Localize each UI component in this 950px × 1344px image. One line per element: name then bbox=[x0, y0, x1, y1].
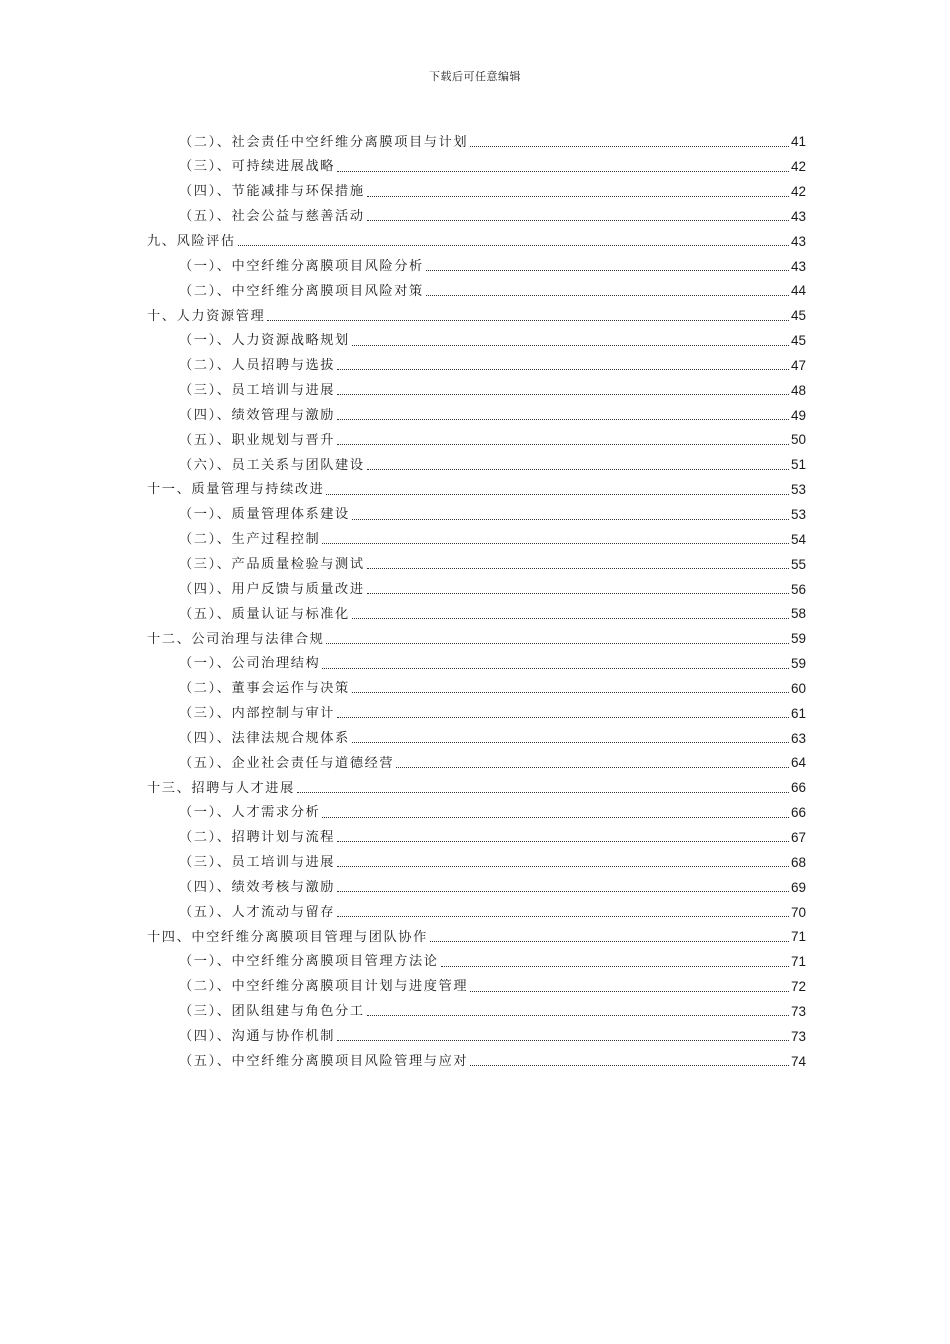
toc-entry-title: （二）、人员招聘与选拔 bbox=[179, 358, 336, 374]
toc-page-number: 59 bbox=[790, 631, 806, 647]
toc-entry-title: （二）、生产过程控制 bbox=[179, 532, 321, 548]
toc-entry-title: （五）、质量认证与标准化 bbox=[179, 606, 350, 622]
toc-dot-leader bbox=[322, 543, 789, 544]
toc-entry-title: （一）、质量管理体系建设 bbox=[179, 507, 350, 523]
toc-dot-leader bbox=[337, 171, 789, 172]
toc-entry-title: 十一、质量管理与持续改进 bbox=[147, 482, 325, 498]
toc-section-entry[interactable] bbox=[147, 176, 806, 201]
toc-section-entry[interactable] bbox=[147, 499, 806, 524]
toc-dot-leader bbox=[238, 245, 789, 246]
toc-page-number: 42 bbox=[790, 184, 806, 200]
toc-entry-title: （四）、节能减排与环保措施 bbox=[179, 184, 365, 200]
toc-dot-leader bbox=[337, 866, 789, 867]
toc-section-entry[interactable] bbox=[147, 424, 806, 449]
toc-dot-leader bbox=[426, 295, 789, 296]
toc-section-entry[interactable] bbox=[147, 697, 806, 722]
toc-dot-leader bbox=[396, 767, 789, 768]
toc-dot-leader bbox=[337, 841, 789, 842]
toc-section-entry[interactable] bbox=[147, 573, 806, 598]
toc-entry-title: （二）、社会责任中空纤维分离膜项目与计划 bbox=[179, 134, 469, 150]
toc-section-entry[interactable] bbox=[147, 747, 806, 772]
toc-entry-title: （五）、中空纤维分离膜项目风险管理与应对 bbox=[179, 1053, 469, 1069]
toc-page-number: 66 bbox=[790, 780, 806, 796]
toc-dot-leader bbox=[337, 394, 789, 395]
toc-section-entry[interactable] bbox=[147, 374, 806, 399]
toc-entry-title: （四）、绩效管理与激励 bbox=[179, 407, 336, 423]
toc-page-number: 74 bbox=[790, 1053, 806, 1069]
toc-section-entry[interactable] bbox=[147, 1045, 806, 1070]
toc-page-number: 54 bbox=[790, 531, 806, 547]
toc-dot-leader bbox=[352, 519, 789, 520]
toc-dot-leader bbox=[367, 196, 789, 197]
toc-section-entry[interactable] bbox=[147, 201, 806, 226]
toc-page-number: 49 bbox=[790, 407, 806, 423]
toc-section-entry[interactable] bbox=[147, 846, 806, 871]
toc-dot-leader bbox=[337, 916, 789, 917]
toc-section-entry[interactable] bbox=[147, 673, 806, 698]
toc-entry-title: （一）、中空纤维分离膜项目风险分析 bbox=[179, 258, 424, 274]
toc-entry-title: 九、风险评估 bbox=[147, 234, 236, 250]
toc-page-number: 66 bbox=[790, 805, 806, 821]
toc-page-number: 53 bbox=[790, 507, 806, 522]
toc-dot-leader bbox=[326, 643, 789, 644]
toc-page-number: 41 bbox=[790, 134, 806, 150]
toc-entry-title: （二）、中空纤维分离膜项目风险对策 bbox=[179, 283, 424, 299]
toc-page-number: 51 bbox=[790, 457, 806, 473]
toc-dot-leader bbox=[352, 742, 789, 743]
toc-section-entry[interactable] bbox=[147, 126, 806, 151]
toc-dot-leader bbox=[337, 444, 789, 445]
toc-section-entry[interactable] bbox=[147, 325, 806, 350]
toc-entry-title: （五）、人才流动与留存 bbox=[179, 904, 336, 920]
toc-page-number: 55 bbox=[790, 556, 806, 572]
toc-section-entry[interactable] bbox=[147, 524, 806, 549]
toc-dot-leader bbox=[470, 1065, 789, 1066]
toc-chapter-entry[interactable] bbox=[147, 921, 806, 946]
toc-page-number: 47 bbox=[790, 357, 806, 373]
toc-chapter-entry[interactable] bbox=[147, 225, 806, 250]
toc-entry-title: （一）、人力资源战略规划 bbox=[179, 333, 350, 349]
toc-section-entry[interactable] bbox=[147, 946, 806, 971]
toc-entry-title: （六）、员工关系与团队建设 bbox=[179, 457, 365, 473]
toc-entry-title: （三）、团队组建与角色分工 bbox=[179, 1004, 365, 1020]
toc-page-number: 64 bbox=[790, 755, 806, 771]
toc-dot-leader bbox=[337, 717, 789, 718]
toc-entry-title: 十三、招聘与人才进展 bbox=[147, 780, 295, 796]
toc-page-number: 48 bbox=[790, 382, 806, 398]
toc-section-entry[interactable] bbox=[147, 548, 806, 573]
toc-dot-leader bbox=[267, 320, 789, 321]
toc-dot-leader bbox=[337, 891, 789, 892]
toc-dot-leader bbox=[326, 494, 789, 495]
toc-section-entry[interactable] bbox=[147, 1020, 806, 1045]
toc-page-number: 59 bbox=[790, 656, 806, 672]
toc-page-number: 43 bbox=[790, 258, 806, 274]
toc-dot-leader bbox=[367, 469, 789, 470]
toc-page-number: 70 bbox=[790, 904, 806, 920]
toc-page-number: 73 bbox=[790, 1028, 806, 1044]
toc-page-number: 61 bbox=[790, 705, 806, 721]
toc-section-entry[interactable] bbox=[147, 896, 806, 921]
toc-entry-title: （一）、公司治理结构 bbox=[179, 656, 321, 672]
toc-page-number: 58 bbox=[790, 606, 806, 622]
toc-section-entry[interactable] bbox=[147, 797, 806, 822]
page-header: 下载后可任意编辑 bbox=[429, 70, 521, 83]
toc-entry-title: （三）、可持续进展战略 bbox=[179, 159, 336, 175]
toc-page-number: 45 bbox=[790, 308, 806, 324]
toc-entry-title: （四）、绩效考核与激励 bbox=[179, 879, 336, 895]
toc-dot-leader bbox=[470, 991, 789, 992]
toc-entry-title: （二）、招聘计划与流程 bbox=[179, 830, 336, 846]
table-of-contents bbox=[147, 126, 806, 1070]
toc-dot-leader bbox=[337, 369, 789, 370]
toc-dot-leader bbox=[352, 345, 789, 346]
toc-page-number: 43 bbox=[790, 233, 806, 249]
toc-page-number: 43 bbox=[790, 208, 806, 224]
toc-section-entry[interactable] bbox=[147, 350, 806, 375]
toc-dot-leader bbox=[441, 966, 789, 967]
toc-page-number: 44 bbox=[790, 283, 806, 299]
toc-entry-title: （三）、产品质量检验与测试 bbox=[179, 556, 365, 572]
toc-chapter-entry[interactable] bbox=[147, 623, 806, 648]
toc-section-entry[interactable] bbox=[147, 151, 806, 176]
toc-entry-title: （五）、社会公益与慈善活动 bbox=[179, 209, 365, 225]
toc-dot-leader bbox=[367, 568, 789, 569]
toc-entry-title: （五）、企业社会责任与道德经营 bbox=[179, 755, 395, 771]
toc-entry-title: （三）、内部控制与审计 bbox=[179, 706, 336, 722]
toc-section-entry[interactable] bbox=[147, 722, 806, 747]
toc-section-entry[interactable] bbox=[147, 648, 806, 673]
toc-dot-leader bbox=[430, 941, 789, 942]
toc-page-number: 42 bbox=[790, 159, 806, 175]
toc-page-number: 60 bbox=[790, 680, 806, 696]
toc-page-number: 73 bbox=[790, 1003, 806, 1019]
toc-entry-title: （二）、中空纤维分离膜项目计划与进度管理 bbox=[179, 979, 469, 995]
toc-entry-title: （四）、用户反馈与质量改进 bbox=[179, 581, 365, 597]
toc-dot-leader bbox=[367, 593, 789, 594]
toc-section-entry[interactable] bbox=[147, 598, 806, 623]
toc-chapter-entry[interactable] bbox=[147, 474, 806, 499]
toc-entry-title: （一）、人才需求分析 bbox=[179, 805, 321, 821]
toc-entry-title: （三）、员工培训与进展 bbox=[179, 383, 336, 399]
toc-page-number: 72 bbox=[790, 979, 806, 995]
toc-section-entry[interactable] bbox=[147, 449, 806, 474]
toc-entry-title: 十二、公司治理与法律合规 bbox=[147, 631, 325, 647]
toc-entry-title: （五）、职业规划与晋升 bbox=[179, 432, 336, 448]
toc-entry-title: （三）、员工培训与进展 bbox=[179, 855, 336, 871]
toc-section-entry[interactable] bbox=[147, 250, 806, 275]
toc-section-entry[interactable] bbox=[147, 275, 806, 300]
toc-entry-title: （二）、董事会运作与决策 bbox=[179, 681, 350, 697]
toc-section-entry[interactable] bbox=[147, 996, 806, 1021]
toc-entry-title: 十、人力资源管理 bbox=[147, 308, 266, 324]
toc-page-number: 63 bbox=[790, 730, 806, 746]
toc-entry-title: 十四、中空纤维分离膜项目管理与团队协作 bbox=[147, 929, 428, 945]
toc-page-number: 53 bbox=[790, 482, 806, 498]
toc-dot-leader bbox=[367, 220, 789, 221]
toc-page-number: 50 bbox=[790, 432, 806, 448]
toc-dot-leader bbox=[322, 817, 789, 818]
toc-section-entry[interactable] bbox=[147, 871, 806, 896]
toc-page-number: 71 bbox=[790, 954, 806, 970]
toc-entry-title: （一）、中空纤维分离膜项目管理方法论 bbox=[179, 954, 439, 970]
toc-entry-title: （四）、沟通与协作机制 bbox=[179, 1029, 336, 1045]
toc-page-number: 68 bbox=[790, 854, 806, 870]
toc-dot-leader bbox=[352, 618, 789, 619]
toc-dot-leader bbox=[297, 792, 789, 793]
toc-dot-leader bbox=[470, 146, 789, 147]
toc-dot-leader bbox=[322, 668, 789, 669]
toc-page-number: 69 bbox=[790, 879, 806, 895]
toc-section-entry[interactable] bbox=[147, 822, 806, 847]
toc-section-entry[interactable] bbox=[147, 971, 806, 996]
toc-entry-title: （四）、法律法规合规体系 bbox=[179, 730, 350, 746]
toc-chapter-entry[interactable] bbox=[147, 300, 806, 325]
toc-page-number: 45 bbox=[790, 333, 806, 349]
toc-chapter-entry[interactable] bbox=[147, 772, 806, 797]
toc-page-number: 56 bbox=[790, 581, 806, 597]
toc-section-entry[interactable] bbox=[147, 399, 806, 424]
toc-dot-leader bbox=[337, 419, 789, 420]
toc-dot-leader bbox=[337, 1040, 789, 1041]
toc-page-number: 71 bbox=[790, 929, 806, 945]
toc-page-number: 67 bbox=[790, 829, 806, 845]
toc-dot-leader bbox=[426, 270, 789, 271]
toc-dot-leader bbox=[367, 1015, 789, 1016]
toc-dot-leader bbox=[352, 692, 789, 693]
